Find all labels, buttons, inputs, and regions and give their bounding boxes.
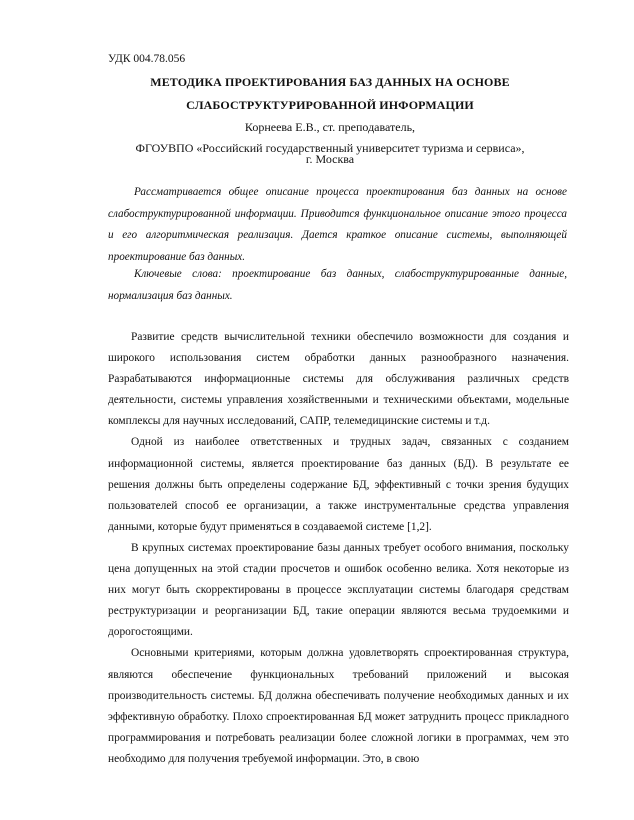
author-line: Корнеева Е.В., ст. преподаватель, — [244, 120, 416, 134]
organization-line: ФГОУВПО «Российский государственный университет туризма и сервиса», — [135, 141, 525, 155]
paragraph: В крупных системах проектирование базы данных требует особого внимания, поскольку цена допущенных на этой стадии просчетов и ошибок особенно велика. Хотя некоторые из них могут быть скорректированы в процессе эксплуатации системы благодаря средствам реструктуризации и реорганизации БД, такие операции являются весьма трудоемкими и дорогостоящими. — [108, 541, 569, 639]
title-line-2: СЛАБОСТРУКТУРИРОВАННОЙ ИНФОРМАЦИИ — [186, 98, 474, 112]
keywords-text: Ключевые слова: проектирование баз данных, слабоструктурированные данные, нормализация баз данных. — [108, 268, 567, 302]
abstract-text: Рассматривается общее описание процесса проектирования баз данных на основе слабоструктурированной информации. Приводится функциональное описание этого процесса и его алгоритмическая реализация. Дается краткое описание системы, выполняющей проектирование баз данных. — [108, 186, 567, 263]
body-text — [108, 327, 569, 770]
title-line-1: МЕТОДИКА ПРОЕКТИРОВАНИЯ БАЗ ДАННЫХ НА ОСНОВЕ — [150, 75, 510, 89]
city-line: г. Москва — [305, 152, 355, 166]
udk-code: УДК 004.78.056 — [108, 53, 186, 65]
keywords-block — [108, 264, 567, 307]
paragraph: Одной из наиболее ответственных и трудных задач, связанных с созданием информационной системы, является проектирование баз данных (БД). В результате ее решения должны быть определены содержание БД, эффективный с точки зрения будущих пользователей способ ее организации, а также инструментальные средства управления данными, которые будут применяться в создаваемой системе [1,2]. — [108, 436, 569, 533]
paragraph: Основными критериями, которым должна удовлетворять спроектированная структура, являются обеспечение функциональных требований приложений и высокая производительность системы. БД должна обеспечивать получение необходимых данных и их эффективную обработку. Плохо спроектированная БД может затруднить процесс прикладного программирования и потребовать реализации более сложной логики в программах, чем это необходимо для получения требуемой информации. Это, в свою — [108, 647, 569, 765]
paragraph: Развитие средств вычислительной техники обеспечило возможности для создания и широкого использования систем обработки данных разнообразного назначения. Разрабатываются информационные системы для обслуживания различных средств деятельности, системы управления хозяйственными и техническими объектами, модельные комплексы для научных исследований, САПР, телемедицинские системы и т.д. — [108, 331, 569, 428]
abstract — [108, 182, 567, 268]
